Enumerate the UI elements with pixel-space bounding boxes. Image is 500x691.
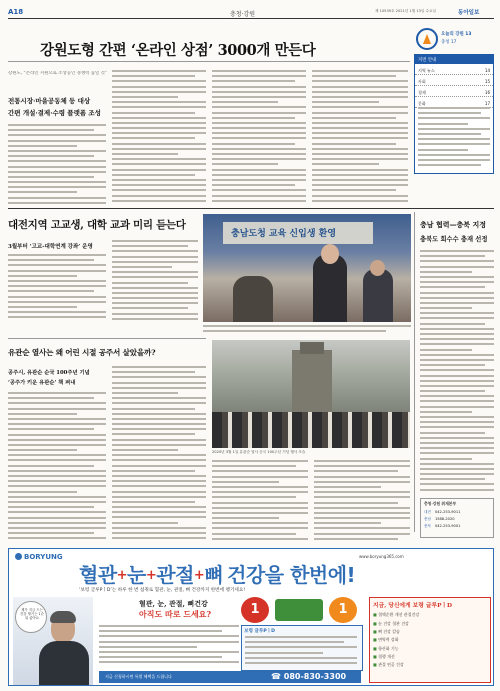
- sidebar-item-label: 문화: [418, 101, 426, 106]
- phone-icon: ☎: [271, 672, 281, 681]
- ad-product-label: 보령 글루PㅣD: [244, 629, 275, 634]
- person-head: [370, 260, 385, 276]
- ad-frame: [8, 548, 494, 686]
- story3-body-col2: [112, 366, 206, 540]
- person-figure: [313, 254, 347, 322]
- benefit-label: 눈 건강 혈관 건강: [378, 620, 409, 626]
- benefit-item: [370, 611, 490, 619]
- monument: [292, 350, 332, 412]
- lead-sub1: 전통시장·마을공동체 등 대상: [8, 97, 91, 105]
- story3-body-col1: [8, 392, 106, 540]
- ad-speech-bubble: [15, 601, 47, 633]
- benefit-label: 항산화 기능: [378, 645, 399, 651]
- story3-headline: 유관순 열사는 왜 어린 시절 공주서 살았을까?: [8, 348, 156, 357]
- benefit-item: [370, 661, 490, 669]
- ad-product-lines: [245, 636, 357, 666]
- ad-question-1: 혈관, 눈, 관절, 뼈건강: [139, 599, 208, 608]
- story3-caption: 2020년 3월 1일 유관순 열사 순국 100주년 기념 행사 모습: [212, 450, 306, 454]
- contact-phone: 1588-2020: [434, 517, 455, 521]
- ad-headline: [79, 559, 355, 588]
- ad-headline-2: 관절: [156, 563, 194, 587]
- story3-body-col3: [212, 460, 308, 540]
- story2-headline: 대전지역 고교생, 대학 교과 미리 듣는다: [8, 219, 186, 231]
- ad-question-2: 아직도 따로 드세요?: [139, 609, 212, 619]
- ad-badge: [241, 597, 269, 623]
- benefit-label: 혈액순환 개선 관절건강: [378, 612, 420, 618]
- contact-label: 충남: [424, 517, 431, 521]
- story3-sub1: 공주시, 유관순 순국 100주년 기념: [8, 370, 90, 376]
- sidebar-logo-mark: [423, 34, 431, 44]
- plus-icon: +: [116, 568, 128, 583]
- check-icon: ■: [373, 654, 379, 660]
- sidebar-subtitle: 충청 17: [441, 40, 457, 45]
- sidebar-item-page: 17: [484, 101, 490, 106]
- lead-rule: [8, 61, 410, 62]
- person-figure: [233, 276, 273, 322]
- caption-lines: [203, 325, 411, 335]
- ad-url[interactable]: www.boryung365.com: [359, 554, 404, 559]
- lead-body-col3: [212, 70, 306, 204]
- ad-headline-3: 뼈: [204, 563, 224, 587]
- ad-bottom-note: 지금 신청하시면 특별 혜택을 드립니다: [105, 674, 172, 679]
- page-code: A18: [8, 8, 24, 16]
- sidebar-item-label: 사회: [418, 79, 426, 84]
- story4-headline: 충남 협력—충북 지정: [420, 220, 486, 229]
- plus-icon: +: [193, 568, 205, 583]
- ad-body-text: [99, 625, 239, 665]
- person-head: [321, 244, 339, 264]
- ad-product-box: [241, 625, 363, 671]
- ad-brand-text: BORYUNG: [24, 553, 63, 561]
- ad-phone-number: 080-830-3300: [283, 672, 347, 681]
- lead-body-col2: [112, 70, 206, 204]
- story4-sub: 충북도 회수수 충재 선정: [420, 236, 488, 243]
- check-icon: ■: [373, 620, 379, 626]
- ad-speech-text: 제가 지금 드는 건강 챙기는 1순위 좋아요: [20, 608, 44, 620]
- sidebar-row[interactable]: [415, 75, 493, 86]
- contact-label: 대전: [424, 510, 431, 514]
- sidebar-item-label: 지역 뉴스: [418, 68, 435, 73]
- lead-sub2: 간편 개설·결제·수령 플랫폼 조성: [8, 109, 101, 117]
- sidebar-box-title: 지면 안내: [415, 55, 493, 64]
- benefit-item: [370, 653, 490, 661]
- portrait-hair: [50, 611, 76, 623]
- story4-body: [420, 250, 494, 500]
- contact-phone: 042-253-9011: [434, 510, 461, 514]
- ad-brand: [15, 553, 63, 561]
- ad-subhead: ‘보령 글루PㅣD’는 하루 한 번 섭취로 혈관, 눈, 관절, 뼈 건강까지 한번에 챙기세요!: [79, 588, 246, 593]
- plus-icon: +: [145, 568, 157, 583]
- contact-phone: 042-253-9001: [434, 524, 461, 528]
- ad-badge: [329, 597, 357, 623]
- ad-right-title: 지금, 당신에게 보령 글루PㅣD: [373, 603, 453, 609]
- sidebar-logo: [416, 28, 438, 50]
- benefit-label: 혈행 개선: [378, 654, 395, 660]
- sidebar-row[interactable]: [415, 86, 493, 97]
- photo-banner-text: 충남도청 교육 신입생 환영: [231, 229, 337, 239]
- sidebar-item-page: 16: [484, 90, 490, 95]
- story2-body-col1: [8, 254, 106, 320]
- story3-body-col4: [314, 460, 410, 540]
- check-icon: ■: [373, 645, 379, 651]
- check-icon: ■: [373, 637, 379, 643]
- crowd: [212, 412, 410, 448]
- ad-phone[interactable]: [271, 672, 346, 681]
- ad-headline-tail: 건강을 한번에!: [227, 563, 356, 587]
- ad-bottom-bar: [99, 671, 361, 683]
- benefit-label: 면역력 강화: [378, 637, 399, 643]
- story3-sub2: ‘공주가 키운 유관순’ 책 펴내: [8, 380, 76, 386]
- product-bottle-icon: [275, 599, 323, 621]
- lead-body-col1: [8, 124, 106, 204]
- check-icon: ■: [373, 628, 379, 634]
- story3-photo: [212, 340, 410, 448]
- issue-info: 제 10539호 2021년 1월 13일 수요일: [375, 9, 436, 13]
- col-divider: [414, 212, 415, 532]
- lead-headline: 강원도형 간편 ‘온라인 상점’ 3000개 만든다: [40, 42, 316, 59]
- check-icon: ■: [373, 612, 379, 618]
- story2-photo: [203, 214, 411, 322]
- sidebar-item-label: 경제: [418, 90, 426, 95]
- contact-label: 충북: [424, 524, 431, 528]
- contact-title: 충청·강원 취재본부: [424, 501, 457, 506]
- check-icon: ■: [373, 662, 379, 668]
- monument-top: [300, 342, 324, 354]
- contact-box: [420, 498, 494, 538]
- story3-rule: [8, 338, 206, 339]
- contact-row: [421, 509, 493, 516]
- portrait-body: [39, 641, 89, 685]
- benefit-label: 관절 연골 건강: [378, 662, 404, 668]
- ad-headline-pre: 혈관: [79, 563, 117, 587]
- lead-intro: 강원도, “온라인 지원으로 소상공인 경쟁력 높일 것”: [8, 71, 108, 76]
- contact-row: [421, 516, 493, 523]
- contact-row: [421, 523, 493, 530]
- benefit-item: [370, 645, 490, 653]
- sidebar-title: 오늘의 강원 13: [441, 32, 472, 37]
- header-rule: [8, 18, 494, 19]
- ad-badge-number: 1: [338, 602, 348, 617]
- benefit-item: [370, 619, 490, 627]
- ad-headline-1: 눈: [127, 563, 146, 587]
- sidebar-item-page: 15: [484, 79, 490, 84]
- section-label: 충청·강원: [230, 11, 256, 18]
- person-figure: [363, 269, 393, 322]
- ad-badge-number: 1: [250, 602, 260, 617]
- sidebar-item-page: 14: [484, 68, 490, 73]
- lead-bottom-rule: [8, 208, 494, 209]
- benefit-label: 뼈 건강 칼슘: [378, 628, 400, 634]
- brand-icon: [15, 553, 22, 560]
- story2-sub: 3월부터 ‘고교-대학연계 강좌’ 운영: [8, 244, 93, 250]
- lead-body-col4: [312, 70, 408, 204]
- story2-caption: [203, 324, 411, 334]
- sidebar-extra-lines: [418, 107, 490, 169]
- sidebar-row[interactable]: [415, 64, 493, 75]
- paper-name: 동아일보: [458, 10, 480, 16]
- story2-body-col2: [112, 240, 198, 320]
- ad-right-panel: [369, 597, 491, 683]
- benefit-item: [370, 628, 490, 636]
- benefit-item: [370, 636, 490, 644]
- sidebar-box: [414, 54, 494, 174]
